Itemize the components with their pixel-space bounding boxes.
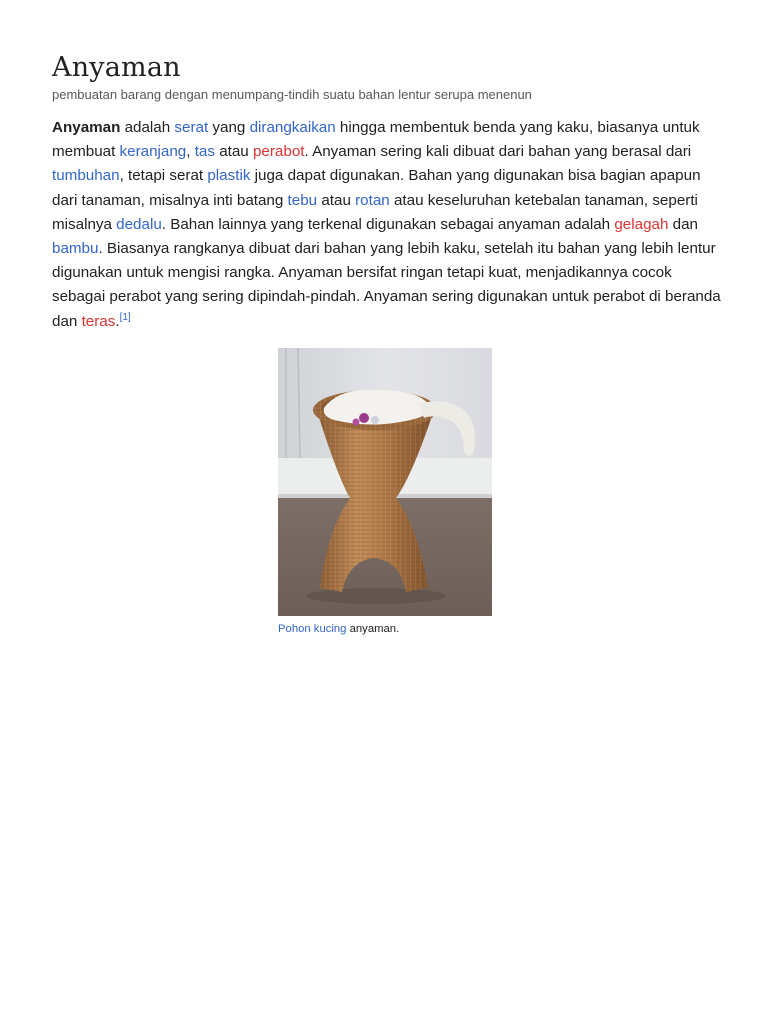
- link-pohon-kucing[interactable]: Pohon kucing: [278, 623, 347, 635]
- page-subtitle: pembuatan barang dengan menumpang-tindih suatu bahan lentur serupa menenun: [52, 87, 532, 102]
- text-run: . Bahan lainnya yang terkenal digunakan sebagai anyaman adalah: [161, 215, 615, 233]
- article: [52, 50, 722, 334]
- text-run: . Biasanya rangkanya dibuat dari bahan yang lebih kaku, setelah itu bahan yang lebih lentur digunakan untuk mengisi rangka. Anyaman bersifat ringan tetapi kuat, menjadikannya cocok sebagai perabot yang sering dipindah-pindah. Anyaman sering digunakan untuk perabot di beranda dan: [52, 240, 721, 330]
- text-run: atau keseluruhan ketebalan tanaman, seperti misalnya: [52, 191, 698, 233]
- link-tas[interactable]: tas: [194, 143, 215, 161]
- text-run: ,: [186, 143, 195, 161]
- article-paragraph: [52, 116, 722, 334]
- citation-ref-1[interactable]: [1]: [119, 311, 131, 323]
- link-tumbuhan[interactable]: tumbuhan: [52, 167, 120, 185]
- link-plastik[interactable]: plastik: [207, 167, 251, 185]
- text-run: adalah: [120, 119, 175, 136]
- link-dedalu[interactable]: dedalu: [116, 215, 162, 233]
- caption-text: anyaman.: [346, 623, 400, 635]
- redlink-gelagah[interactable]: gelagah: [614, 215, 669, 233]
- text-run: juga dapat digunakan. Bahan yang digunakan bisa bagian apapun dari tanaman, misalnya inti batang: [52, 167, 701, 209]
- link-tebu[interactable]: tebu: [287, 191, 318, 209]
- link-serat[interactable]: serat: [174, 119, 209, 136]
- text-run: hingga membentuk benda yang kaku, biasanya untuk membuat: [52, 119, 700, 161]
- wicker-cat-tree-photo[interactable]: [278, 348, 492, 616]
- figure-caption: [278, 622, 492, 637]
- text-run: . Anyaman sering kali dibuat dari bahan yang berasal dari: [304, 143, 692, 161]
- text-run: atau: [214, 143, 253, 161]
- text-run: yang: [208, 119, 250, 136]
- text-run: , tetapi serat: [119, 167, 208, 185]
- text-run: atau: [317, 191, 356, 209]
- redlink-teras[interactable]: teras: [81, 312, 116, 330]
- text-run: .: [115, 312, 120, 330]
- link-keranjang[interactable]: keranjang: [119, 143, 187, 161]
- redlink-perabot[interactable]: perabot: [252, 143, 305, 161]
- figure: [278, 348, 492, 637]
- link-rotan[interactable]: rotan: [355, 191, 390, 209]
- link-dirangkaikan[interactable]: dirangkaikan: [249, 119, 336, 136]
- link-bambu[interactable]: bambu: [52, 240, 99, 258]
- page-title: Anyaman: [52, 52, 181, 83]
- bold-term: Anyaman: [52, 119, 121, 136]
- text-run: dan: [668, 215, 698, 233]
